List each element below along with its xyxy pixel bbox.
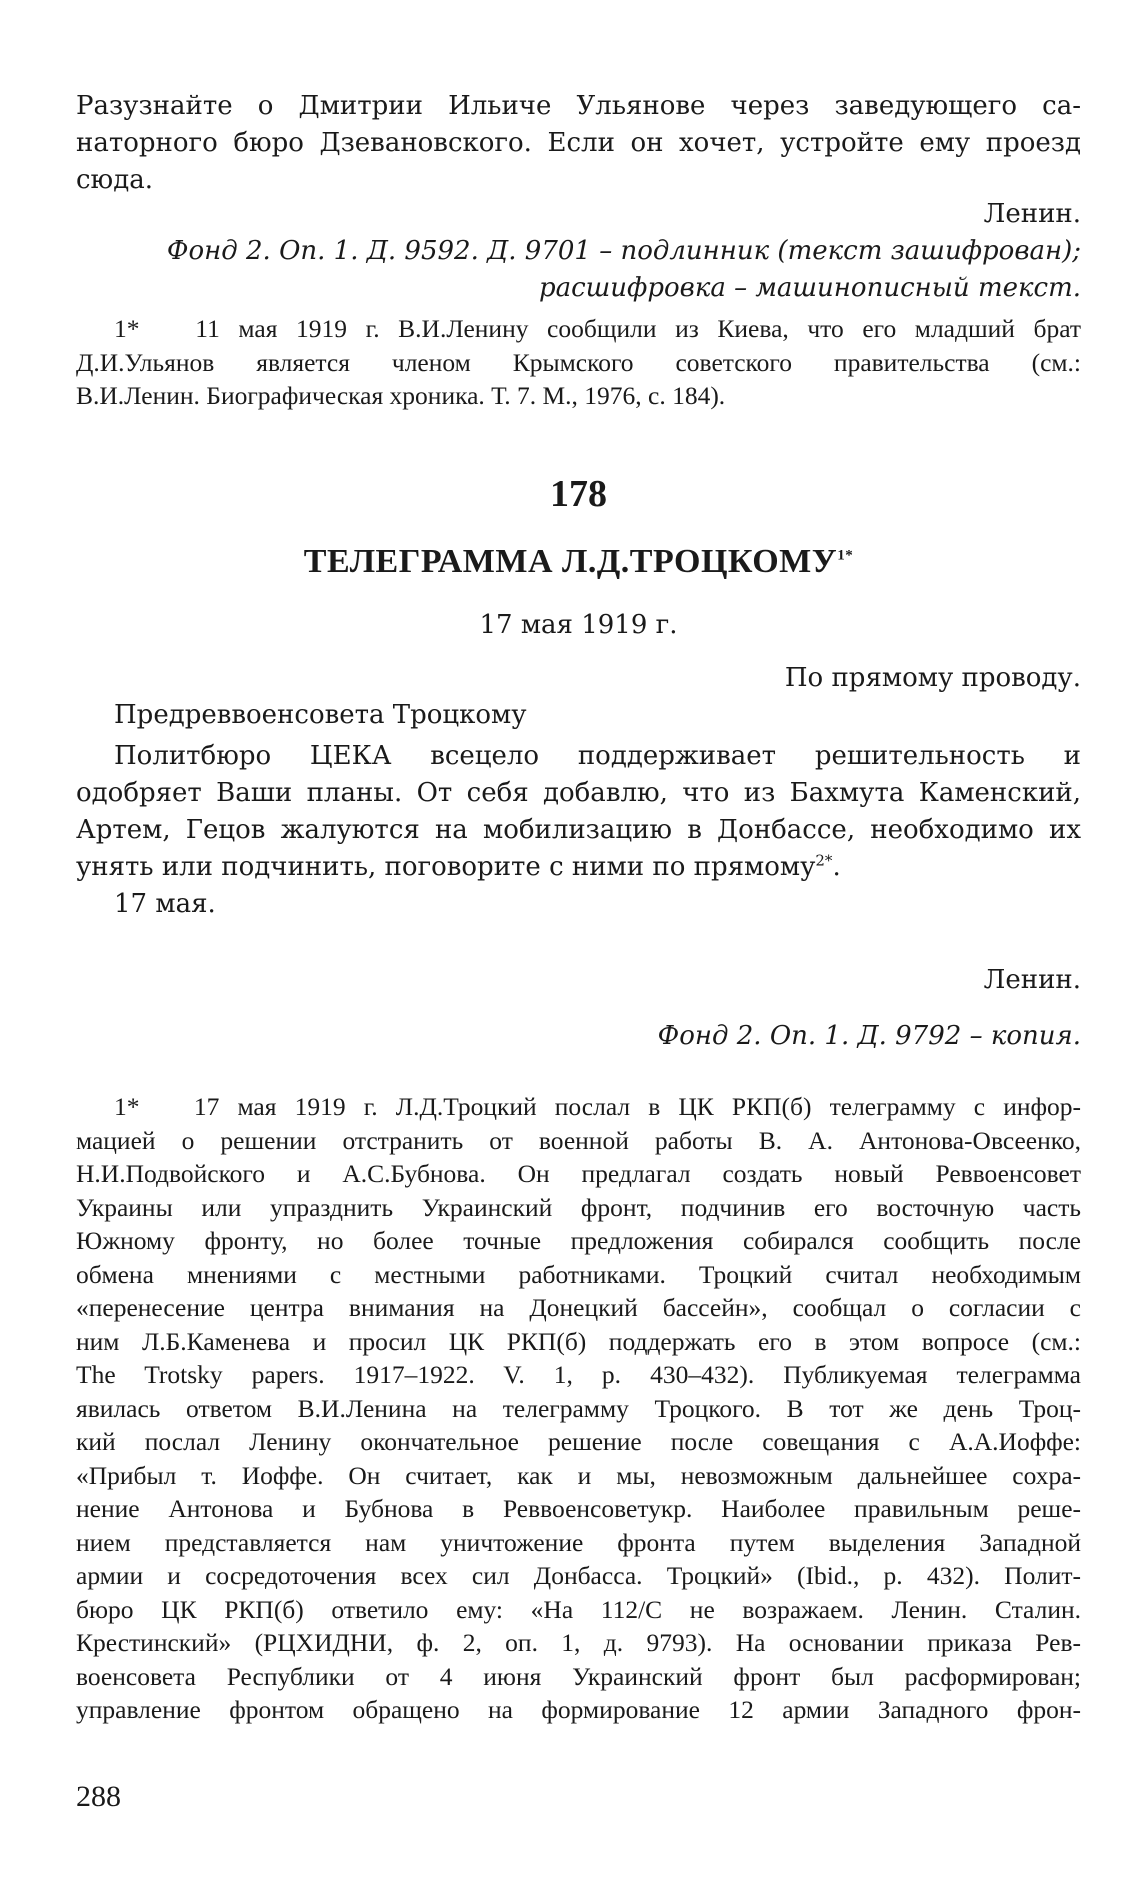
footnote-line: бюро ЦК РКП(б) ответило ему: «На 112/С не возражаем. Ленин. Сталин.	[76, 1594, 1081, 1624]
footnote-line: кий послал Ленину окончательное решение после совещания с А.А.Иоффе:	[76, 1427, 1081, 1456]
text-line: Артем, Гецов жалуются на мобилизацию в Донбассе, необходимо их	[76, 815, 1081, 845]
footnote-line	[76, 312, 1081, 346]
footnote-text: 17 мая 1919 г. Л.Д.Троцкий послал в ЦК РКП(б) телеграмму с инфор-	[193, 1092, 1082, 1121]
footnote-ref: 1*	[837, 547, 854, 564]
punctuation: .	[832, 852, 841, 882]
footnote-line: мацией о решении отстранить от военной работы В. А. Антонова-Овсеенко,	[76, 1125, 1081, 1155]
text-line	[76, 849, 1081, 886]
footnote	[76, 1090, 1081, 1727]
footnote-line: нение Антонова и Бубнова в Реввоенсоветукр. Наиболее правильным реше-	[76, 1494, 1081, 1523]
footnote-line: армии и сосредоточения всех сил Донбасса. Троцкий» (Ibid., p. 432). Полит-	[76, 1561, 1081, 1590]
text-line: Политбюро ЦЕКА всецело поддерживает решительность и	[114, 741, 1081, 771]
document-number: 178	[550, 473, 607, 515]
footnote-line: Н.И.Подвойского и А.С.Бубнова. Он предлагал создать новый Реввоенсовет	[76, 1159, 1081, 1188]
text-line: сюда.	[76, 165, 153, 195]
document-title-text: ТЕЛЕГРАММА Л.Д.ТРОЦКОМУ	[303, 543, 838, 580]
footnote-line: The Trotsky papers. 1917–1922. V. 1, p. 430–432). Публикуемая телеграмма	[76, 1360, 1081, 1389]
archive-reference	[76, 233, 1081, 307]
closing-date: 17 мая.	[114, 889, 216, 919]
footnote-line: управление фронтом обращено на формирование 12 армии Западного фрон-	[76, 1695, 1081, 1724]
document-date: 17 мая 1919 г.	[479, 610, 678, 640]
footnote-line: «Прибыл т. Иоффе. Он считает, как и мы, невозможным дальнейшее сохра-	[76, 1460, 1081, 1490]
footnote-line: «перенесение центра внимания на Донецкий бассейн», сообщал о согласии с	[76, 1293, 1081, 1322]
footnote-line: Д.И.Ульянов является членом Крымского советского правительства (см.:	[76, 347, 1081, 377]
text-line: одобряет Ваши планы. От себя добавлю, что из Бахмута Каменский,	[76, 778, 1081, 808]
text-line-content: унять или подчинить, поговорите с ними по прямому	[76, 852, 816, 882]
footnote-line: обмена мнениями с местными работниками. Троцкий считал необходимым	[76, 1259, 1081, 1289]
addressee: Предреввоенсовета Троцкому	[114, 700, 527, 730]
letter-paragraph	[76, 88, 1081, 199]
text-line: наторного бюро Дзевановского. Если он хочет, устройте ему проезд	[76, 128, 1081, 158]
page-number: 288	[76, 1780, 121, 1813]
footnote-line: нием представляется нам уничтожение фронта путем выделения Западной	[76, 1527, 1081, 1557]
footnote-line	[76, 1090, 1081, 1124]
footnote-line: Крестинский» (РЦХИДНИ, ф. 2, оп. 1, д. 9793). На основании приказа Рев-	[76, 1628, 1081, 1657]
footnote-line: военсовета Республики от 4 июня Украинский фронт был расформирован;	[76, 1661, 1081, 1691]
footnote	[76, 312, 1081, 413]
transmission-note: По прямому проводу.	[784, 663, 1081, 693]
footnote-mark: 1*	[114, 314, 140, 343]
archive-reference: Фонд 2. Оп. 1. Д. 9792 – копия.	[657, 1021, 1081, 1051]
footnote-line: ним Л.Б.Каменева и просил ЦК РКП(б) поддержать его в этом вопросе (см.:	[76, 1326, 1081, 1356]
telegram-body	[76, 738, 1081, 886]
document-title	[76, 543, 1081, 581]
footnote-line: Южному фронту, но более точные предложения собирался сообщить после	[76, 1226, 1081, 1255]
footnote-text: 11 мая 1919 г. В.И.Ленину сообщили из Киева, что его младший брат	[195, 314, 1082, 343]
archive-line: расшифровка – машинописный текст.	[538, 273, 1081, 303]
text-line: Разузнайте о Дмитрии Ильиче Ульянове через заведующего са-	[76, 91, 1081, 121]
signature: Ленин.	[983, 965, 1081, 995]
footnote-mark: 1*	[114, 1092, 140, 1121]
signature: Ленин.	[983, 199, 1081, 229]
archive-line: Фонд 2. Оп. 1. Д. 9592. Д. 9701 – подлинник (текст зашифрован);	[166, 236, 1081, 266]
footnote-line: В.И.Ленин. Биографическая хроника. Т. 7. М., 1976, с. 184).	[76, 381, 726, 410]
footnote-ref: 2*	[815, 851, 833, 870]
footnote-line: явилась ответом В.И.Ленина на телеграмму Троцкого. В тот же день Троц-	[76, 1393, 1081, 1423]
footnote-line: Украины или упразднить Украинский фронт, подчинив его восточную часть	[76, 1192, 1081, 1222]
